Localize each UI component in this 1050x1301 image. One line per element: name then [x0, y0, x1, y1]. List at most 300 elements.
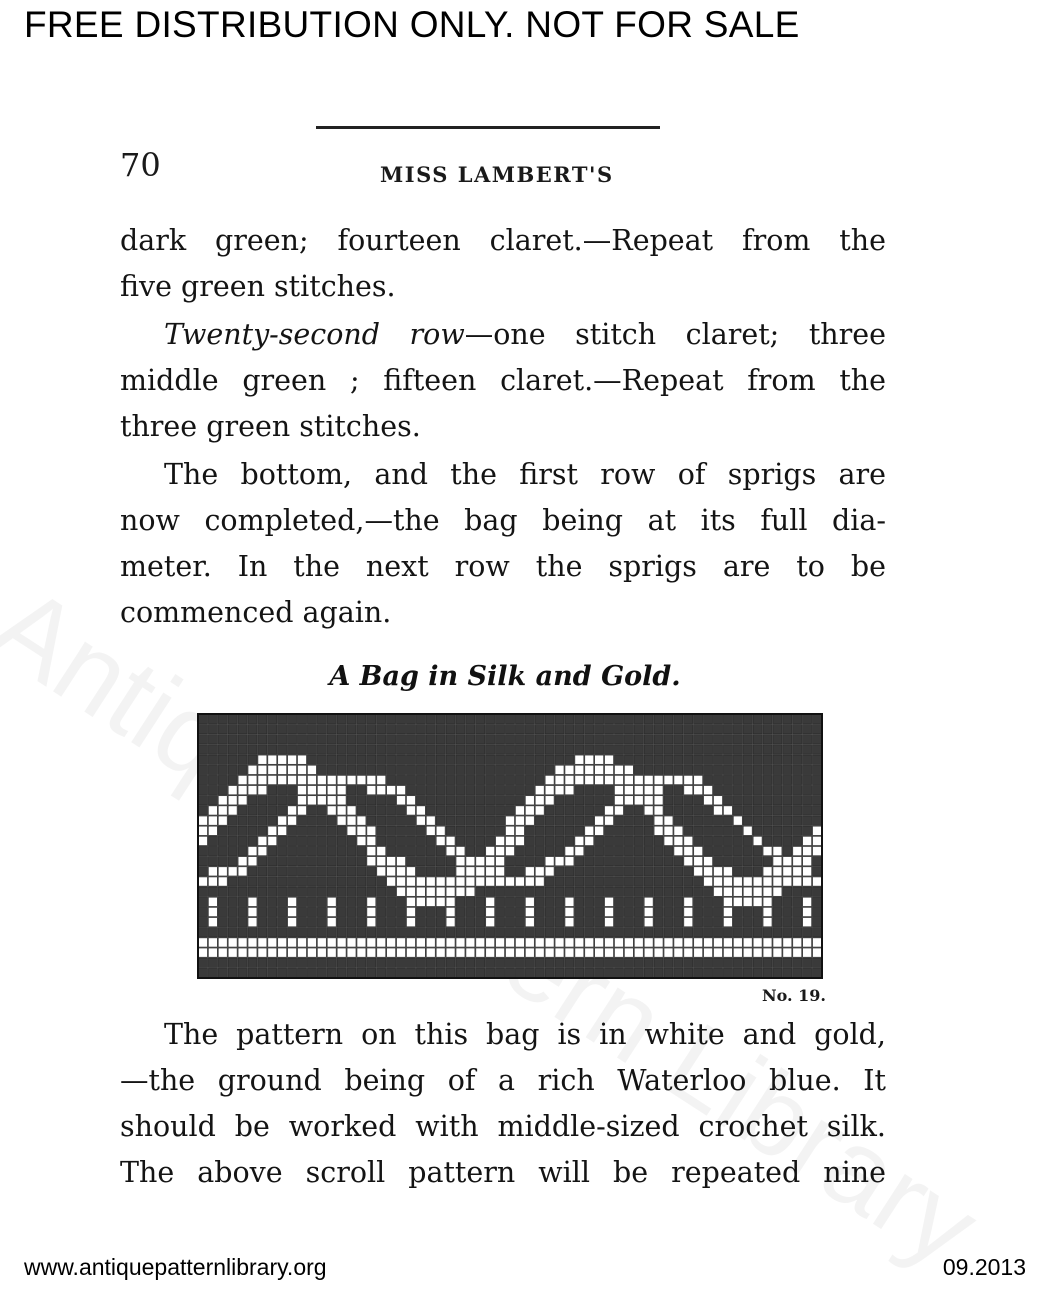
chart-stitch-cell	[664, 938, 672, 947]
chart-ground-cell	[288, 796, 296, 805]
chart-ground-cell	[783, 715, 791, 724]
chart-ground-cell	[595, 725, 603, 734]
chart-ground-cell	[496, 898, 504, 907]
chart-ground-cell	[466, 806, 474, 815]
chart-stitch-cell	[278, 766, 286, 775]
chart-ground-cell	[318, 887, 326, 896]
chart-ground-cell	[536, 847, 544, 856]
chart-ground-cell	[555, 715, 563, 724]
chart-ground-cell	[605, 826, 613, 835]
chart-stitch-cell	[645, 908, 653, 917]
chart-ground-cell	[347, 755, 355, 764]
chart-ground-cell	[506, 786, 514, 795]
chart-ground-cell	[466, 766, 474, 775]
chart-ground-cell	[486, 969, 494, 978]
chart-ground-cell	[456, 806, 464, 815]
chart-ground-cell	[209, 725, 217, 734]
chart-ground-cell	[496, 928, 504, 937]
chart-ground-cell	[734, 847, 742, 856]
chart-ground-cell	[219, 958, 227, 967]
chart-stitch-cell	[536, 806, 544, 815]
chart-stitch-cell	[763, 867, 771, 876]
chart-ground-cell	[625, 847, 633, 856]
chart-ground-cell	[664, 969, 672, 978]
chart-ground-cell	[476, 908, 484, 917]
chart-stitch-cell	[753, 898, 761, 907]
chart-ground-cell	[714, 816, 722, 825]
chart-ground-cell	[238, 847, 246, 856]
chart-ground-cell	[417, 867, 425, 876]
chart-stitch-cell	[605, 908, 613, 917]
chart-ground-cell	[724, 969, 732, 978]
chart-ground-cell	[635, 958, 643, 967]
chart-ground-cell	[536, 857, 544, 866]
chart-ground-cell	[506, 806, 514, 815]
chart-ground-cell	[793, 725, 801, 734]
chart-ground-cell	[377, 735, 385, 744]
chart-ground-cell	[575, 735, 583, 744]
chart-ground-cell	[437, 969, 445, 978]
chart-ground-cell	[377, 745, 385, 754]
chart-ground-cell	[793, 735, 801, 744]
chart-ground-cell	[238, 826, 246, 835]
chart-stitch-cell	[724, 908, 732, 917]
chart-ground-cell	[615, 867, 623, 876]
chart-ground-cell	[734, 745, 742, 754]
chart-ground-cell	[427, 918, 435, 927]
chart-ground-cell	[555, 898, 563, 907]
chart-stitch-cell	[615, 948, 623, 957]
chart-ground-cell	[773, 766, 781, 775]
chart-ground-cell	[605, 958, 613, 967]
chart-ground-cell	[674, 725, 682, 734]
chart-stitch-cell	[545, 786, 553, 795]
chart-stitch-cell	[714, 806, 722, 815]
chart-ground-cell	[456, 715, 464, 724]
chart-ground-cell	[545, 887, 553, 896]
chart-ground-cell	[526, 837, 534, 846]
chart-ground-cell	[516, 908, 524, 917]
chart-stitch-cell	[704, 948, 712, 957]
chart-stitch-cell	[308, 766, 316, 775]
chart-ground-cell	[555, 877, 563, 886]
chart-ground-cell	[407, 786, 415, 795]
chart-ground-cell	[318, 928, 326, 937]
chart-ground-cell	[407, 837, 415, 846]
chart-ground-cell	[734, 735, 742, 744]
chart-ground-cell	[298, 847, 306, 856]
chart-ground-cell	[337, 735, 345, 744]
chart-ground-cell	[714, 898, 722, 907]
text-line: dark green; fourteen claret.—Repeat from the	[120, 224, 886, 257]
chart-ground-cell	[288, 786, 296, 795]
chart-ground-cell	[229, 928, 237, 937]
chart-ground-cell	[654, 908, 662, 917]
chart-ground-cell	[466, 908, 474, 917]
chart-ground-cell	[328, 755, 336, 764]
chart-ground-cell	[585, 745, 593, 754]
chart-stitch-cell	[397, 786, 405, 795]
chart-ground-cell	[605, 745, 613, 754]
chart-ground-cell	[199, 857, 207, 866]
chart-stitch-cell	[466, 867, 474, 876]
chart-ground-cell	[793, 715, 801, 724]
chart-ground-cell	[813, 867, 821, 876]
chart-stitch-cell	[407, 806, 415, 815]
chart-ground-cell	[506, 715, 514, 724]
chart-ground-cell	[456, 816, 464, 825]
chart-ground-cell	[258, 969, 266, 978]
chart-ground-cell	[268, 958, 276, 967]
chart-stitch-cell	[486, 938, 494, 947]
chart-ground-cell	[793, 887, 801, 896]
chart-ground-cell	[357, 918, 365, 927]
chart-ground-cell	[456, 928, 464, 937]
chart-ground-cell	[377, 715, 385, 724]
chart-ground-cell	[763, 745, 771, 754]
chart-ground-cell	[545, 918, 553, 927]
chart-ground-cell	[714, 847, 722, 856]
chart-ground-cell	[694, 898, 702, 907]
chart-ground-cell	[298, 745, 306, 754]
chart-stitch-cell	[248, 908, 256, 917]
chart-ground-cell	[674, 816, 682, 825]
chart-stitch-cell	[536, 938, 544, 947]
chart-ground-cell	[318, 958, 326, 967]
chart-ground-cell	[684, 745, 692, 754]
chart-ground-cell	[466, 918, 474, 927]
chart-stitch-cell	[437, 826, 445, 835]
chart-ground-cell	[734, 786, 742, 795]
chart-stitch-cell	[357, 837, 365, 846]
chart-ground-cell	[694, 766, 702, 775]
chart-stitch-cell	[714, 796, 722, 805]
chart-ground-cell	[654, 715, 662, 724]
chart-stitch-cell	[427, 816, 435, 825]
chart-ground-cell	[387, 745, 395, 754]
chart-ground-cell	[536, 816, 544, 825]
chart-ground-cell	[704, 725, 712, 734]
chart-stitch-cell	[377, 857, 385, 866]
chart-stitch-cell	[298, 938, 306, 947]
chart-ground-cell	[595, 958, 603, 967]
chart-ground-cell	[209, 735, 217, 744]
chart-ground-cell	[427, 715, 435, 724]
chart-ground-cell	[654, 958, 662, 967]
figure-number: No. 19.	[762, 986, 826, 1005]
chart-ground-cell	[357, 928, 365, 937]
chart-ground-cell	[357, 745, 365, 754]
chart-ground-cell	[387, 837, 395, 846]
chart-stitch-cell	[308, 938, 316, 947]
chart-ground-cell	[298, 715, 306, 724]
chart-ground-cell	[615, 877, 623, 886]
chart-stitch-cell	[199, 826, 207, 835]
chart-ground-cell	[585, 908, 593, 917]
chart-ground-cell	[625, 918, 633, 927]
chart-ground-cell	[387, 847, 395, 856]
chart-ground-cell	[238, 877, 246, 886]
chart-ground-cell	[397, 847, 405, 856]
chart-ground-cell	[476, 816, 484, 825]
chart-stitch-cell	[585, 948, 593, 957]
chart-stitch-cell	[219, 877, 227, 886]
chart-ground-cell	[674, 898, 682, 907]
chart-stitch-cell	[704, 877, 712, 886]
chart-stitch-cell	[793, 877, 801, 886]
chart-ground-cell	[734, 867, 742, 876]
chart-ground-cell	[565, 877, 573, 886]
chart-ground-cell	[328, 837, 336, 846]
chart-stitch-cell	[387, 857, 395, 866]
chart-stitch-cell	[763, 948, 771, 957]
chart-ground-cell	[684, 766, 692, 775]
chart-ground-cell	[258, 958, 266, 967]
chart-stitch-cell	[446, 847, 454, 856]
chart-ground-cell	[437, 776, 445, 785]
chart-ground-cell	[645, 755, 653, 764]
footer-website[interactable]: www.antiquepatternlibrary.org	[24, 1254, 327, 1280]
chart-ground-cell	[466, 837, 474, 846]
chart-stitch-cell	[674, 826, 682, 835]
chart-ground-cell	[347, 786, 355, 795]
chart-ground-cell	[555, 908, 563, 917]
chart-ground-cell	[734, 715, 742, 724]
chart-ground-cell	[625, 958, 633, 967]
chart-ground-cell	[605, 877, 613, 886]
chart-ground-cell	[377, 837, 385, 846]
chart-stitch-cell	[813, 826, 821, 835]
chart-stitch-cell	[357, 776, 365, 785]
chart-stitch-cell	[337, 948, 345, 957]
chart-ground-cell	[337, 837, 345, 846]
chart-ground-cell	[803, 745, 811, 754]
chart-stitch-cell	[526, 816, 534, 825]
chart-stitch-cell	[615, 806, 623, 815]
chart-ground-cell	[763, 958, 771, 967]
chart-stitch-cell	[595, 826, 603, 835]
chart-ground-cell	[734, 806, 742, 815]
chart-ground-cell	[635, 837, 643, 846]
chart-ground-cell	[744, 796, 752, 805]
chart-stitch-cell	[684, 938, 692, 947]
chart-ground-cell	[268, 928, 276, 937]
chart-ground-cell	[367, 958, 375, 967]
chart-stitch-cell	[417, 938, 425, 947]
chart-stitch-cell	[367, 948, 375, 957]
chart-ground-cell	[328, 745, 336, 754]
chart-stitch-cell	[298, 755, 306, 764]
chart-ground-cell	[337, 766, 345, 775]
chart-stitch-cell	[783, 938, 791, 947]
chart-ground-cell	[744, 918, 752, 927]
chart-ground-cell	[258, 898, 266, 907]
chart-stitch-cell	[347, 776, 355, 785]
chart-ground-cell	[803, 725, 811, 734]
chart-ground-cell	[466, 847, 474, 856]
chart-ground-cell	[595, 837, 603, 846]
chart-ground-cell	[585, 958, 593, 967]
chart-ground-cell	[496, 725, 504, 734]
chart-ground-cell	[773, 928, 781, 937]
chart-ground-cell	[595, 857, 603, 866]
chart-ground-cell	[684, 928, 692, 937]
chart-ground-cell	[456, 766, 464, 775]
chart-ground-cell	[427, 867, 435, 876]
chart-ground-cell	[456, 745, 464, 754]
chart-ground-cell	[654, 887, 662, 896]
chart-ground-cell	[456, 969, 464, 978]
chart-ground-cell	[585, 735, 593, 744]
chart-ground-cell	[635, 847, 643, 856]
chart-ground-cell	[753, 715, 761, 724]
chart-ground-cell	[565, 796, 573, 805]
chart-stitch-cell	[248, 898, 256, 907]
chart-ground-cell	[545, 908, 553, 917]
chart-stitch-cell	[575, 755, 583, 764]
chart-ground-cell	[318, 877, 326, 886]
chart-ground-cell	[813, 816, 821, 825]
chart-stitch-cell	[605, 948, 613, 957]
chart-stitch-cell	[377, 867, 385, 876]
chart-ground-cell	[298, 958, 306, 967]
chart-stitch-cell	[456, 857, 464, 866]
chart-ground-cell	[575, 898, 583, 907]
chart-ground-cell	[308, 735, 316, 744]
chart-stitch-cell	[803, 948, 811, 957]
chart-ground-cell	[526, 715, 534, 724]
chart-ground-cell	[813, 969, 821, 978]
chart-ground-cell	[476, 847, 484, 856]
chart-stitch-cell	[318, 948, 326, 957]
chart-ground-cell	[645, 958, 653, 967]
chart-ground-cell	[704, 776, 712, 785]
chart-ground-cell	[724, 715, 732, 724]
chart-ground-cell	[417, 715, 425, 724]
chart-ground-cell	[486, 887, 494, 896]
distribution-banner: FREE DISTRIBUTION ONLY. NOT FOR SALE	[24, 4, 800, 45]
chart-ground-cell	[625, 816, 633, 825]
chart-ground-cell	[248, 887, 256, 896]
chart-ground-cell	[496, 715, 504, 724]
chart-ground-cell	[684, 796, 692, 805]
chart-ground-cell	[397, 969, 405, 978]
chart-ground-cell	[783, 806, 791, 815]
chart-stitch-cell	[704, 938, 712, 947]
chart-ground-cell	[298, 918, 306, 927]
chart-ground-cell	[536, 898, 544, 907]
chart-ground-cell	[734, 826, 742, 835]
chart-stitch-cell	[506, 948, 514, 957]
chart-ground-cell	[397, 826, 405, 835]
chart-ground-cell	[407, 816, 415, 825]
chart-stitch-cell	[545, 796, 553, 805]
chart-ground-cell	[753, 735, 761, 744]
chart-ground-cell	[516, 786, 524, 795]
chart-ground-cell	[565, 958, 573, 967]
chart-ground-cell	[694, 806, 702, 815]
chart-ground-cell	[565, 735, 573, 744]
chart-stitch-cell	[397, 887, 405, 896]
chart-stitch-cell	[486, 908, 494, 917]
chart-ground-cell	[328, 887, 336, 896]
chart-ground-cell	[268, 969, 276, 978]
chart-ground-cell	[496, 908, 504, 917]
chart-ground-cell	[407, 958, 415, 967]
chart-ground-cell	[219, 928, 227, 937]
chart-ground-cell	[704, 918, 712, 927]
chart-stitch-cell	[318, 796, 326, 805]
chart-stitch-cell	[219, 806, 227, 815]
chart-ground-cell	[506, 898, 514, 907]
chart-ground-cell	[407, 735, 415, 744]
chart-stitch-cell	[268, 837, 276, 846]
chart-stitch-cell	[318, 938, 326, 947]
chart-ground-cell	[694, 816, 702, 825]
chart-ground-cell	[427, 928, 435, 937]
chart-stitch-cell	[585, 938, 593, 947]
chart-ground-cell	[625, 755, 633, 764]
chart-stitch-cell	[456, 887, 464, 896]
chart-ground-cell	[318, 898, 326, 907]
chart-stitch-cell	[536, 867, 544, 876]
chart-ground-cell	[536, 826, 544, 835]
chart-ground-cell	[437, 806, 445, 815]
chart-ground-cell	[427, 806, 435, 815]
chart-ground-cell	[407, 928, 415, 937]
chart-ground-cell	[516, 958, 524, 967]
chart-stitch-cell	[565, 938, 573, 947]
chart-ground-cell	[308, 857, 316, 866]
chart-ground-cell	[258, 867, 266, 876]
figure-caption: A Bag in Silk and Gold.	[329, 661, 681, 692]
chart-ground-cell	[377, 887, 385, 896]
chart-ground-cell	[575, 796, 583, 805]
chart-ground-cell	[446, 867, 454, 876]
chart-ground-cell	[526, 735, 534, 744]
chart-ground-cell	[199, 766, 207, 775]
chart-ground-cell	[288, 958, 296, 967]
chart-stitch-cell	[555, 857, 563, 866]
chart-ground-cell	[763, 725, 771, 734]
chart-ground-cell	[357, 806, 365, 815]
chart-ground-cell	[278, 918, 286, 927]
chart-ground-cell	[645, 837, 653, 846]
chart-ground-cell	[397, 776, 405, 785]
chart-ground-cell	[635, 908, 643, 917]
chart-ground-cell	[704, 816, 712, 825]
chart-ground-cell	[248, 806, 256, 815]
chart-ground-cell	[516, 796, 524, 805]
chart-stitch-cell	[417, 877, 425, 886]
chart-ground-cell	[704, 826, 712, 835]
chart-ground-cell	[238, 766, 246, 775]
chart-ground-cell	[456, 826, 464, 835]
chart-ground-cell	[367, 755, 375, 764]
chart-stitch-cell	[545, 867, 553, 876]
chart-ground-cell	[347, 766, 355, 775]
chart-stitch-cell	[258, 938, 266, 947]
chart-ground-cell	[446, 928, 454, 937]
chart-stitch-cell	[199, 816, 207, 825]
running-head: MISS LAMBERT'S	[380, 162, 614, 187]
chart-stitch-cell	[456, 877, 464, 886]
chart-ground-cell	[724, 796, 732, 805]
chart-stitch-cell	[466, 857, 474, 866]
chart-stitch-cell	[407, 908, 415, 917]
chart-ground-cell	[268, 715, 276, 724]
chart-stitch-cell	[565, 786, 573, 795]
